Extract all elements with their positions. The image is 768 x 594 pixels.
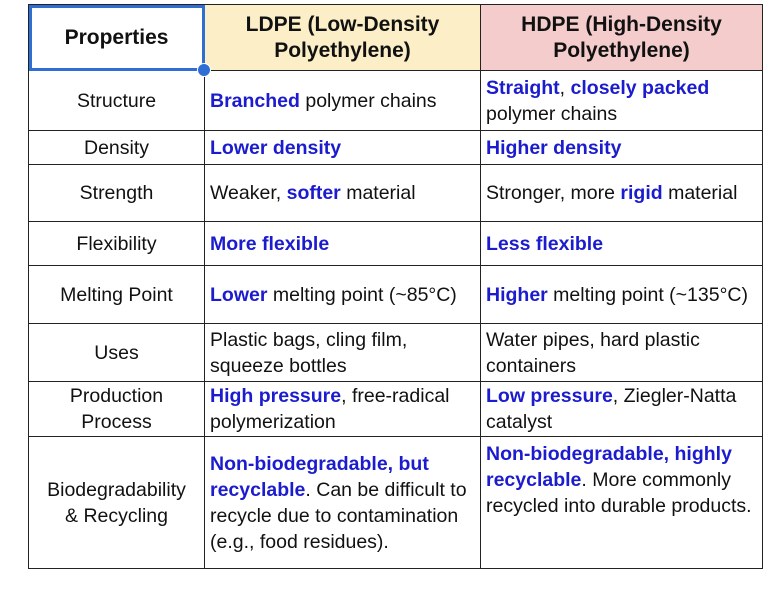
table-row [29,382,763,437]
property-cell-density[interactable] [29,131,205,165]
table-row [29,437,763,569]
highlight-text: Non-biodegradable, but recyclable [210,452,429,501]
property-label: Strength [79,182,154,204]
highlight-text: closely packed [570,76,710,99]
highlight-text: Higher density [486,136,622,159]
property-label-line2: & Recycling [65,504,168,527]
table-row [29,131,763,165]
cell-text: . More commonly recycled into durable products. [486,469,752,517]
ldpe-header-line1: LDPE (Low-Density [245,12,440,36]
table-row [29,71,763,131]
cell-text: Weaker, [210,182,287,204]
property-label-line1: Production [69,385,164,407]
property-label: Uses [94,341,139,364]
cell-text: Plastic bags, cling film, squeeze bottles [210,328,408,377]
highlight-text: More flexible [210,232,330,255]
property-cell-biodegradability[interactable] [29,437,205,569]
hdpe-cell-structure[interactable] [481,71,763,131]
cell-text: Water pipes, hard plastic containers [486,328,700,377]
highlight-text: High pressure [210,385,342,407]
ldpe-cell-strength[interactable] [205,165,481,222]
property-label-line2: Process [81,411,152,433]
table-row [29,266,763,324]
hdpe-header-line2: Polyethylene) [553,38,690,62]
property-label: Density [83,136,150,159]
property-cell-melting-point[interactable] [29,266,205,324]
property-label-line1: Biodegradability [47,478,186,501]
highlight-text: Higher [486,283,548,306]
cell-text: material [340,182,416,204]
hdpe-cell-strength[interactable] [481,165,763,222]
ldpe-header-cell[interactable] [205,5,481,71]
hdpe-cell-density[interactable] [481,131,763,165]
ldpe-cell-uses[interactable] [205,324,481,382]
hdpe-header-line1: HDPE (High-Density [521,12,722,36]
highlight-text: Low pressure [486,385,613,407]
cell-text: melting point (~135°C) [547,283,748,306]
property-cell-strength[interactable] [29,165,205,222]
property-label: Structure [76,89,157,112]
ldpe-cell-structure[interactable] [205,71,481,131]
ldpe-cell-melting-point[interactable] [205,266,481,324]
highlight-text: rigid [620,182,663,204]
highlight-text: Non-biodegradable, highly recyclable [486,443,732,491]
ldpe-cell-density[interactable] [205,131,481,165]
highlight-text: Lower density [210,136,342,159]
cell-text: , free-radical polymerization [210,385,450,433]
highlight-text: Branched [210,89,300,112]
cell-text: melting point (~85°C) [267,283,457,306]
hdpe-cell-uses[interactable] [481,324,763,382]
table-row [29,324,763,382]
properties-header-cell[interactable] [29,5,205,71]
ldpe-cell-production-process[interactable] [205,382,481,437]
cell-text: , [559,76,571,99]
ldpe-cell-biodegradability[interactable] [205,437,481,569]
property-cell-uses[interactable] [29,324,205,382]
cell-text: , Ziegler-Natta catalyst [486,385,737,433]
hdpe-cell-flexibility[interactable] [481,222,763,266]
hdpe-cell-biodegradability[interactable] [481,437,763,569]
header-row [29,5,763,71]
highlight-text: Lower [210,283,268,306]
ldpe-header-line2: Polyethylene) [274,38,411,62]
property-label: Melting Point [60,283,173,306]
property-cell-structure[interactable] [29,71,205,131]
property-cell-flexibility[interactable] [29,222,205,266]
ldpe-cell-flexibility[interactable] [205,222,481,266]
cell-text: . Can be difficult to recycle due to contamination (e.g., food residues). [210,478,467,553]
highlight-text: softer [286,182,341,204]
highlight-text: Less flexible [486,232,604,255]
properties-header-label: Properties [64,25,169,49]
cell-text: material [662,182,738,204]
cell-text: Stronger, more [486,182,621,204]
table-row [29,165,763,222]
cell-text: polymer chains [486,102,618,125]
hdpe-cell-production-process[interactable] [481,382,763,437]
comparison-table [28,4,763,569]
hdpe-cell-melting-point[interactable] [481,266,763,324]
table-row [29,222,763,266]
hdpe-header-cell[interactable] [481,5,763,71]
highlight-text: Straight [486,76,560,99]
cell-resize-handle[interactable] [197,63,211,77]
property-cell-production-process[interactable] [29,382,205,437]
property-label: Flexibility [76,232,157,255]
cell-text: polymer chains [299,89,437,112]
